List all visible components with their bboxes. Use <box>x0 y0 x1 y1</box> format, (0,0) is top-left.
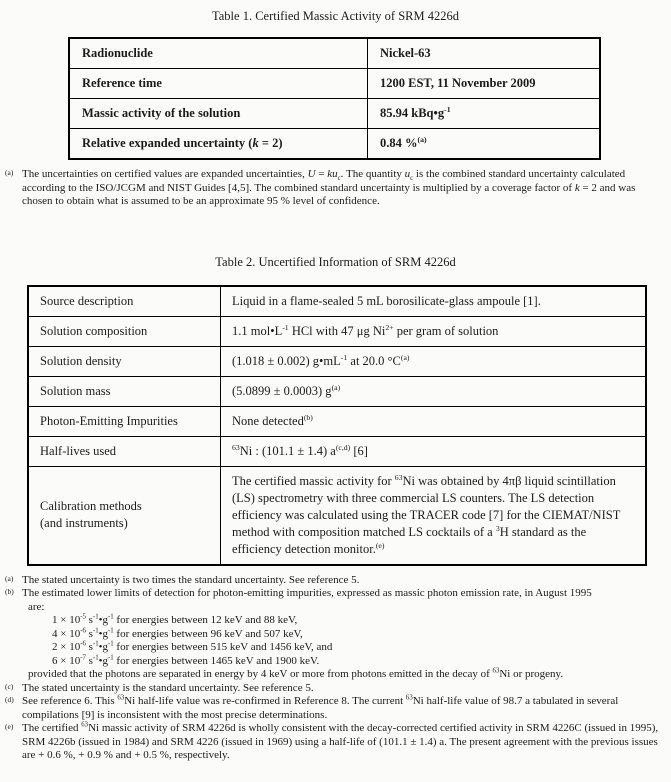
footnote-marker: (a) <box>5 573 14 583</box>
footnote-line: The uncertainties on certified values are expanded uncertainties, $U = ku_c$. The quantity $u_c$ is the combined standard uncertainty calculated according to the ISO/JCGM and NIST Guides [4,5]. The combined standard uncertainty is multiplied by a coverage factor of k = 2 and was chosen to obtain what is assumed to be an approximate 95 % level of confidence. <box>22 168 636 207</box>
italic-text: ku <box>327 168 338 180</box>
row-value: $^{63}$Ni : (101.1 ± 1.4) $a^{(c,d)}$ [6] <box>221 436 647 466</box>
superscript: -1 <box>444 104 451 114</box>
table-row <box>69 99 600 129</box>
footnote <box>5 682 665 696</box>
footnote-line: See reference 6. This $^{63}$Ni half-life value was re-confirmed in Reference 8. The current $^{63}$Ni half-life value of 98.7 a tabulated in several compilations [9] is inconsistent with the most precise determinations. <box>22 694 619 721</box>
table-row <box>69 69 600 99</box>
superscript: -6 <box>80 626 86 634</box>
superscript: 63 <box>81 721 89 729</box>
table-row <box>28 376 646 406</box>
table1-title: Table 1. Certified Massic Activity of SRM 4226d <box>211 9 459 23</box>
footnote-line: The stated uncertainty is the standard uncertainty. See reference 5. <box>22 681 314 694</box>
superscript: 63 <box>117 694 125 702</box>
footnote <box>5 574 665 588</box>
table-row <box>28 346 646 376</box>
footnote-line: $1 \times 10^{-5}$ $s^{-1}•g^{-1}$ for energies between 12 keV and 88 keV, <box>52 613 298 626</box>
italic-text: u <box>404 168 411 180</box>
italic-text: k <box>574 181 580 194</box>
footnote-marker: (e) <box>5 722 14 731</box>
row-label: Solution density <box>28 346 221 376</box>
row-value: Liquid in a flame-sealed 5 mL borosilicate-glass ampoule [1]. <box>221 286 647 317</box>
row-value: 1.1 $mol•L^{-1}$ HCl with 47 μg $Ni^{2+}$ per gram of solution <box>221 316 647 346</box>
row-label: Calibration methods (and instruments) <box>28 466 221 565</box>
row-value: 85.94 $kBq•g^{-1}$ <box>368 99 601 129</box>
superscript: 63 <box>492 667 500 675</box>
table-row <box>69 38 600 69</box>
italic-text: k <box>252 136 259 150</box>
footnote-marker: (d) <box>5 695 14 704</box>
footnote-marker: (a) <box>5 168 14 177</box>
row-value: 1200 EST, 11 November 2009 <box>368 69 601 99</box>
superscript: (a) <box>417 134 427 144</box>
footnote-line: The stated uncertainty is two times the standard uncertainty. See reference 5. <box>22 573 360 586</box>
superscript: -1 <box>282 322 289 332</box>
footnote-line: $4 \times 10^{-6}$ $s^{-1}•g^{-1}$ for energies between 96 keV and 507 keV, <box>52 626 303 640</box>
superscript: -1 <box>92 653 99 661</box>
footnote-marker: (c) <box>5 681 14 691</box>
table2-footnotes <box>5 574 665 763</box>
row-label: Source description <box>28 286 221 317</box>
superscript: -1 <box>92 626 99 634</box>
footnote-line: The estimated lower limits of detection for photon-emitting impurities, expressed as massic photon emission rate, in August 1995 <box>22 587 592 599</box>
superscript: (c,d) <box>335 442 351 452</box>
superscript: -5 <box>80 613 86 621</box>
table2-title: Table 2. Uncertified Information of SRM 4226d <box>215 254 456 269</box>
superscript: -1 <box>92 640 99 648</box>
footnote <box>5 722 665 763</box>
footnote <box>5 695 665 722</box>
footnote-marker: (b) <box>5 587 14 596</box>
subscript: c <box>410 175 414 183</box>
superscript: (a) <box>331 382 341 392</box>
superscript: -1 <box>107 626 114 634</box>
footnote-line: are: <box>28 600 45 613</box>
superscript: 63 <box>405 694 413 702</box>
superscript: -7 <box>80 653 86 661</box>
superscript: 63 <box>232 442 240 452</box>
italic-text: U <box>307 168 316 180</box>
row-value: The certified massic activity for $^{63}$Ni was obtained by 4πβ liquid scintillation (LS) spectrometry with three commercial LS counters. The LS detection efficiency was calculated using the TRACER code [7] for the CIEMAT/NIST method with composition matched LS cocktails of a $^3$H standard as the efficiency detection monitor.$^{(e)}$ <box>221 466 647 565</box>
superscript: 2+ <box>385 322 394 332</box>
superscript: -1 <box>107 640 114 648</box>
superscript: -1 <box>340 352 348 362</box>
row-label: Solution composition <box>28 316 221 346</box>
row-label: Solution mass <box>28 376 221 406</box>
row-value: (1.018 ± 0.002) $g•mL^{-1}$ at 20.0 $^\circ C^{(a)}$ <box>221 346 647 376</box>
row-value: (5.0899 ± 0.0003) $g^{(a)}$ <box>221 376 647 406</box>
table-row <box>69 129 600 160</box>
superscript: (b) <box>303 412 313 422</box>
footnote <box>5 168 665 209</box>
row-label: Relative expanded uncertainty (k = 2) <box>69 129 368 160</box>
row-value: 0.84 %$^{(a)}$ <box>368 129 601 160</box>
row-label: Reference time <box>69 69 368 99</box>
table2-uncertified-information <box>27 285 647 566</box>
superscript: 3 <box>495 523 500 533</box>
table-row <box>28 316 646 346</box>
table1-footnotes <box>5 168 665 209</box>
footnote-line: The certified $^{63}$Ni massic activity of SRM 4226d is wholly consistent with the decay-corrected certified activity in SRM 4226C (issued in 1995), SRM 4226b (issued in 1984) and SRM 4226 (issued in 1969) using a half-life of (101.1 ± 1.4) a. The present agreement with the previous issues are + 0.6 %, + 0.9 % and + 0.5 %, respectively. <box>22 721 659 761</box>
superscript: 63 <box>394 472 403 482</box>
table-row <box>28 286 646 317</box>
footnote-line: $2 \times 10^{-6}$ $s^{-1}•g^{-1}$ for energies between 515 keV and 1456 keV, and <box>52 640 333 653</box>
row-label: Massic activity of the solution <box>69 99 368 129</box>
superscript: -6 <box>80 640 86 648</box>
table-row <box>28 406 646 436</box>
table-row <box>28 466 646 565</box>
table-row <box>28 436 646 466</box>
footnote <box>5 587 665 682</box>
row-label: Photon-Emitting Impurities <box>28 406 221 436</box>
row-label: Half-lives used <box>28 436 221 466</box>
row-label: Radionuclide <box>69 38 368 69</box>
superscript: (a) <box>400 352 410 362</box>
row-value: Nickel-63 <box>368 38 601 69</box>
superscript: -1 <box>92 613 99 621</box>
row-value: None detected$^{(b)}$ <box>221 406 647 436</box>
table1-certified-massic-activity <box>68 37 601 160</box>
superscript: (e) <box>375 540 385 550</box>
footnote-line: provided that the photons are separated in energy by 4 keV or more from photons emitted in the decay of $^{63}$Ni or progeny. <box>28 667 564 680</box>
superscript: -1 <box>107 653 114 661</box>
superscript: -1 <box>107 613 114 621</box>
subscript: c <box>337 175 341 183</box>
footnote-line: $6 \times 10^{-7}$ $s^{-1}•g^{-1}$ for energies between 1465 keV and 1900 keV. <box>52 653 320 667</box>
